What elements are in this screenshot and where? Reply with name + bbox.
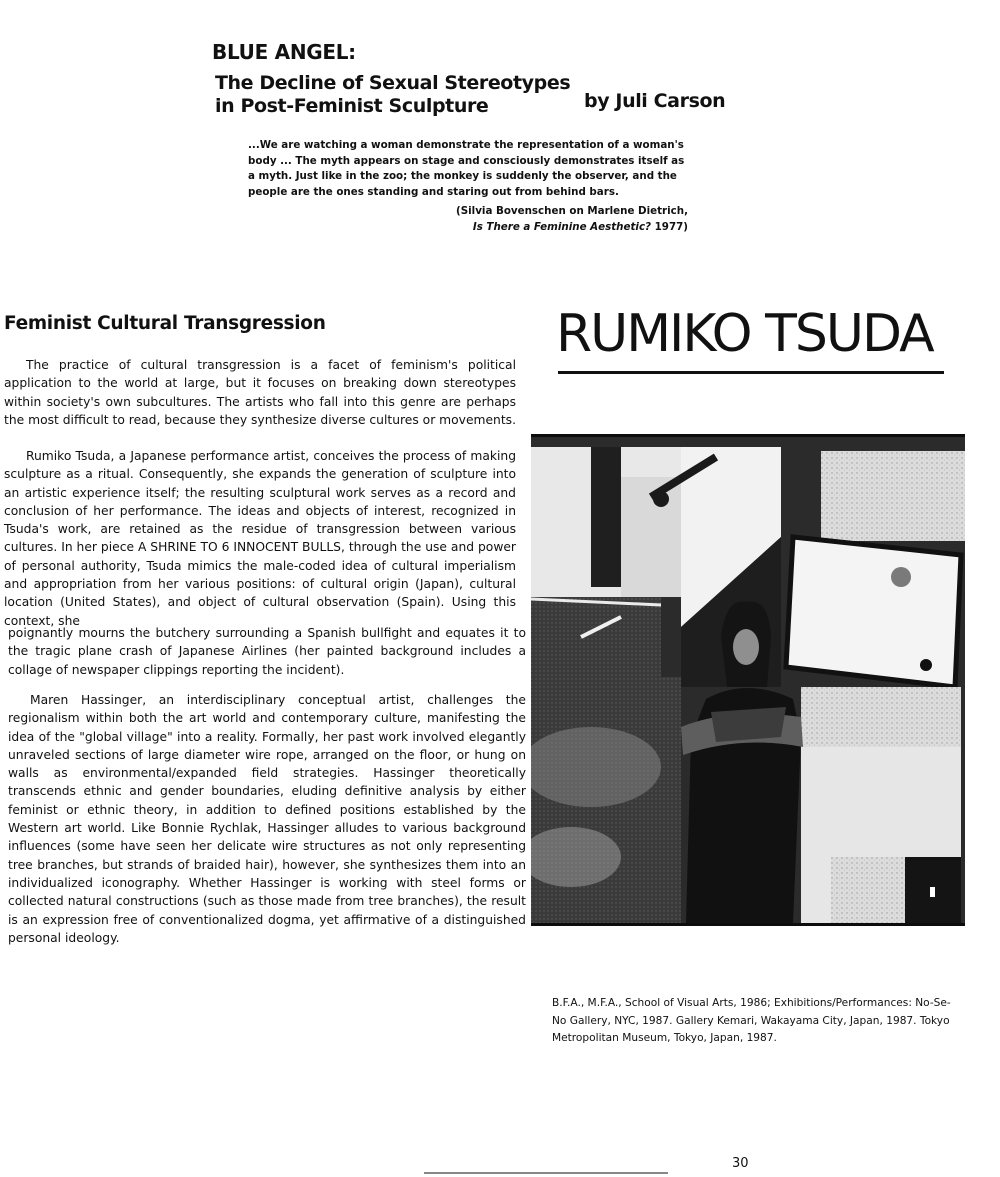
artist-photograph: [531, 434, 965, 926]
photograph-illustration: [531, 437, 965, 923]
attribution-title: Is There a Feminine Aesthetic?: [472, 220, 652, 233]
body-paragraph-4: Maren Hassinger, an interdisciplinary conceptual artist, challenges the regionalism within both the art world and contemporary culture, manifesting the idea of the "global village" into a reality. Formally, her past work involved elegantly unraveled sections of large diameter wire rope, arranged on the floor, or hung on walls as environmental/expanded field strategies. Hassinger theoretically transcends ethnic and gender boundaries, eluding definitive analysis by either feminist or ethnic theory, in addition to defined positions established by the Western art world. Like Bonnie Rychlak, Hassinger alludes to various background influences (some have seen her delicate wire structures as not only representing tree branches, but strands of braided hair), however, she synthesizes them into an individualized iconography. Whether Hassinger is working with steel forms or collected natural constructions (such as those made from tree branches), the result is an expression free of conventionalized dogma, yet affirmative of a distinguished personal ideology.: [8, 693, 526, 945]
article-kicker: BLUE ANGEL:: [212, 40, 356, 64]
footer-rule: [424, 1172, 668, 1174]
article-title-line-1: The Decline of Sexual Stereotypes: [215, 72, 571, 94]
body-paragraph-2: Rumiko Tsuda, a Japanese performance artist, conceives the process of making sculpture as a ritual. Consequently, she expands the generation of sculpture into an artistic experience itself; the resulting sculptural work serves as a record and conclusion of her performance. The ideas and objects of interest, recognized in Tsuda's work, are retained as the residue of transgression between various cultures. In her piece A SHRINE TO 6 INNOCENT BULLS, through the use and power of personal authority, Tsuda mimics the male-coded idea of cultural imperialism and appropriation from her various positions: of cultural origin (Japan), cultural location (United States), and object of cultural observation (Spain). Using this context, she: [4, 449, 516, 628]
epigraph-attribution: [456, 204, 688, 235]
article-title-line-2: in Post-Feminist Sculpture: [215, 95, 489, 117]
page-number: 30: [732, 1156, 749, 1171]
body-paragraph-3: poignantly mourns the butchery surrounding a Spanish bullfight and equates it to the tragic plane crash of Japanese Airlines (her painted background includes a collage of newspaper clippings reporting the incident).: [8, 626, 526, 677]
artist-name-heading: RUMIKO TSUDA: [556, 304, 933, 364]
section-heading: Feminist Cultural Transgression: [4, 313, 326, 334]
attribution-year: 1977): [654, 220, 688, 233]
artist-bio: B.F.A., M.F.A., School of Visual Arts, 1986; Exhibitions/Performances: No-Se-No Gallery, NYC, 1987. Gallery Kemari, Wakayama City, Japan, 1987. Tokyo Metropolitan Museum, Tokyo, Japan, 1987.: [552, 997, 951, 1045]
body-paragraph-1: The practice of cultural transgression is a facet of feminism's political application to the world at large, but it focuses on breaking down stereotypes within society's own subcultures. The artists who fall into this genre are perhaps the most difficult to read, because they synthesize diverse cultures or movements.: [4, 358, 516, 427]
attribution-source: (Silvia Bovenschen on Marlene Dietrich,: [456, 205, 688, 217]
epigraph-quote: ...We are watching a woman demonstrate the representation of a woman's body ... The myth appears on stage and consciously demonstrates itself as a myth. Just like in the zoo; the monkey is suddenly the observer, and the people are the ones standing and staring out from behind bars.: [248, 139, 685, 198]
article-byline: by Juli Carson: [584, 90, 726, 112]
artist-name-rule: [558, 371, 944, 374]
